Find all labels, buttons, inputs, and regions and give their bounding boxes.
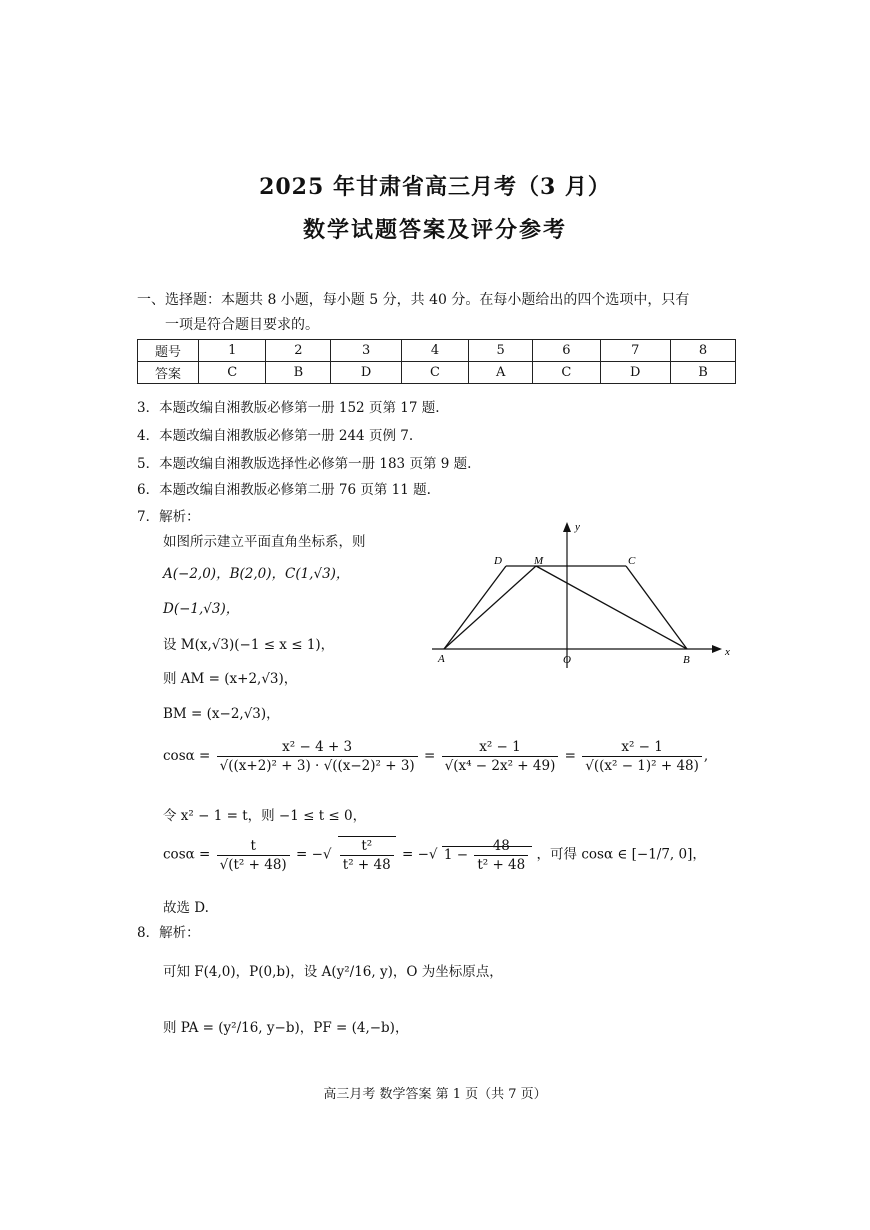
note-q4: 4．本题改编自湘教版必修第一册 244 页例 7.	[137, 428, 414, 444]
answer-table-row-numbers	[138, 340, 736, 362]
section-one-heading	[137, 288, 737, 338]
table-cell: C	[401, 362, 468, 384]
table-cell: B	[670, 362, 735, 384]
q7-point-d: D(−1,√3)，	[163, 601, 240, 617]
denominator: √((x+2)² + 3) · √((x−2)² + 3)	[219, 758, 415, 774]
note-q5: 5．本题改编自湘教版选择性必修第一册 183 页第 9 题.	[137, 456, 472, 472]
label-c: C	[628, 555, 636, 567]
page-footer: 高三月考 数学答案 第 1 页（共 7 页）	[323, 1087, 547, 1102]
fraction	[217, 837, 290, 874]
table-cell: 6	[533, 340, 600, 362]
denominator: √(x⁴ − 2x² + 49)	[444, 758, 556, 774]
label-b: B	[683, 654, 690, 666]
segment-bm	[536, 566, 687, 649]
numerator: x² − 1	[442, 738, 559, 757]
note-q3: 3．本题改编自湘教版必修第一册 152 页第 17 题.	[137, 400, 440, 416]
table-cell: D	[600, 362, 670, 384]
x-axis-arrow	[712, 645, 722, 653]
exam-title: 2025 年甘肃省高三月考（3 月）	[259, 174, 611, 200]
numerator: t	[217, 837, 290, 856]
label-o: O	[563, 654, 571, 666]
table-cell: 3	[331, 340, 401, 362]
section-one-line2: 一项是符合题目要求的。	[165, 317, 319, 333]
numerator: t²	[340, 837, 394, 856]
denominator: √((x² − 1)² + 48)	[585, 758, 699, 774]
q7-set-m: 设 M(x,√3)(−1 ≤ x ≤ 1)，	[163, 637, 335, 653]
label-m: M	[534, 555, 544, 567]
coordinate-figure	[432, 518, 742, 668]
answer-table	[137, 339, 736, 384]
numerator: x² − 4 + 3	[217, 738, 418, 757]
numerator: 48	[474, 837, 528, 856]
segment-cb	[626, 566, 687, 649]
table-cell: B	[266, 362, 331, 384]
table-cell: D	[331, 362, 401, 384]
table-cell: C	[199, 362, 266, 384]
q7-points: A(−2,0)，B(2,0)，C(1,√3)，	[163, 566, 350, 582]
row-header-answer: 答案	[138, 362, 199, 384]
label-x: x	[725, 646, 730, 658]
q7-cos-t-formula: cosα = $\frac{t}{\text{√(t² + 48)}}$ = −√ $\frac{\text{t²}}{\text{t² + 48}}$ = −√ 1 − $\frac{48}{\text{t² + 48}}$ ，可得 cosα ∈ [−1/7, 0]，	[163, 837, 706, 873]
q7-cos-formula: cosα = $\frac{\text{x² − 4 + 3}}{\text{√((x+2)² + 3) · √((x−2)² + 3)}}$ = $\frac{\text{x² − 1}}{\text{√(x⁴ − 2x² + 49)}}$ = $\frac{\text{x² − 1}}{\text{√((x² − 1)² + 48)}}$ ,	[163, 739, 709, 774]
label-y: y	[575, 521, 580, 533]
answer-table-row-answers	[138, 362, 736, 384]
denominator: √(t² + 48)	[219, 856, 287, 873]
q8-line1: 可知 F(4,0)，P(0,b)，设 A(y²/16, y)，O 为坐标原点，	[163, 964, 503, 980]
fraction	[582, 738, 702, 775]
segment-am	[444, 566, 536, 649]
fraction	[474, 837, 528, 874]
q7-intro: 如图所示建立平面直角坐标系，则	[163, 534, 366, 550]
q7-let-t: 令 x² − 1 = t，则 −1 ≤ t ≤ 0，	[163, 808, 367, 824]
table-cell: C	[533, 362, 600, 384]
table-cell: 2	[266, 340, 331, 362]
q8-heading: 8．解析：	[137, 925, 200, 941]
q7-result: ，可得 cosα ∈ [−1/7, 0]，	[536, 846, 706, 863]
segment-ad	[444, 566, 506, 649]
q7-choose: 故选 D.	[163, 900, 209, 916]
denominator: t² + 48	[342, 857, 391, 873]
row-header-number: 题号	[138, 340, 199, 362]
table-cell: 1	[199, 340, 266, 362]
denominator: t² + 48	[477, 856, 526, 873]
section-one-line1: 一、选择题：本题共 8 小题，每小题 5 分，共 40 分。在每小题给出的四个选项中，只有	[137, 292, 690, 308]
exam-subtitle: 数学试题答案及评分参考	[302, 217, 567, 243]
numerator: x² − 1	[582, 738, 702, 757]
cos-lhs: cosα =	[163, 846, 211, 863]
y-axis-arrow	[563, 522, 571, 532]
label-a: A	[438, 653, 445, 665]
q7-vector-bm: BM = (x−2,√3)，	[163, 706, 280, 722]
table-cell: 4	[401, 340, 468, 362]
fraction	[442, 738, 559, 775]
cos-lhs: cosα =	[163, 748, 211, 764]
fraction	[217, 738, 418, 775]
q7-vector-am: 则 AM = (x+2,√3)，	[163, 671, 298, 687]
note-q6: 6．本题改编自湘教版必修第二册 76 页第 11 题.	[137, 482, 431, 498]
table-cell: 7	[600, 340, 670, 362]
table-cell: A	[469, 362, 533, 384]
label-d: D	[494, 555, 502, 567]
q8-line2: 则 PA = (y²/16, y−b)，PF = (4,−b)，	[163, 1020, 409, 1036]
fraction	[338, 836, 396, 874]
table-cell: 5	[469, 340, 533, 362]
table-cell: 8	[670, 340, 735, 362]
q7-heading: 7．解析：	[137, 509, 200, 525]
